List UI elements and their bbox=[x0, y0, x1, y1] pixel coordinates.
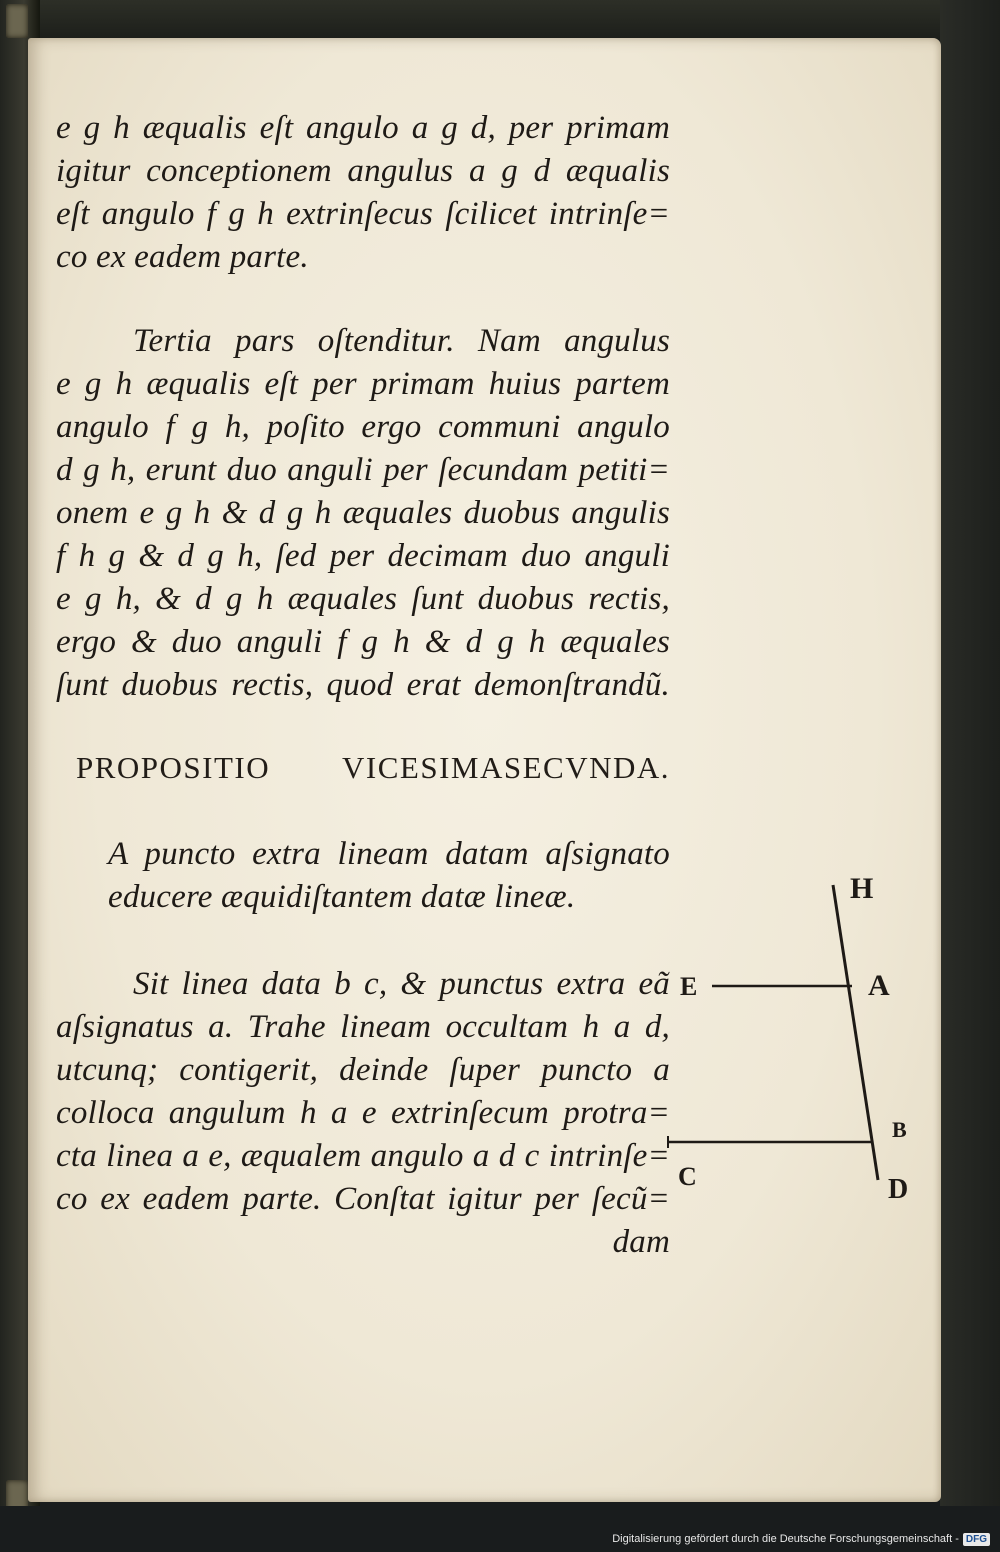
text-line: co ex eadem parte. Conſtat igitur per ſecũ= bbox=[56, 1181, 670, 1217]
diagram-label-d: D bbox=[888, 1174, 909, 1205]
text-line: ſunt duobus rectis, quod erat demonſtrandũ. bbox=[56, 667, 670, 703]
diagram-label-e: E bbox=[680, 972, 698, 1001]
text-line: aſsignatus a. Trahe lineam occultam h a d, bbox=[56, 1009, 670, 1045]
text-line: onem e g h & d g h æquales duobus angulis bbox=[56, 495, 670, 531]
transversal-line-hd bbox=[833, 885, 878, 1180]
text-line: e g h æqualis eſt per primam huius partem bbox=[56, 366, 670, 402]
metal-clasp bbox=[6, 4, 28, 38]
text-line: angulo f g h, poſito ergo communi angulo bbox=[56, 409, 670, 445]
text-line: d g h, erunt duo anguli per ſecundam petiti= bbox=[56, 452, 670, 488]
text-line: co ex eadem parte. bbox=[56, 239, 309, 275]
book-cover-edge bbox=[940, 0, 1000, 1520]
text-line: f h g & d g h, ſed per decimam duo anguli bbox=[56, 538, 670, 574]
book-page bbox=[28, 38, 941, 1502]
credit-text: Digitalisierung gefördert durch die Deutsche Forschungsgemeinschaft - bbox=[612, 1533, 959, 1545]
dfg-logo-icon: DFG bbox=[963, 1533, 990, 1546]
text-line: e g h æqualis eſt angulo a g d, per primam bbox=[56, 110, 670, 146]
text-line: igitur conceptionem angulus a g d æqualis bbox=[56, 153, 670, 189]
text-line: colloca angulum h a e extrinſecum protra= bbox=[56, 1095, 670, 1131]
diagram-label-h: H bbox=[850, 872, 874, 905]
book-cover-top bbox=[0, 0, 1000, 40]
text-line: ergo & duo anguli f g h & d g h æquales bbox=[56, 624, 670, 660]
diagram-label-b: B bbox=[892, 1117, 907, 1142]
geometry-diagram bbox=[640, 840, 940, 1220]
text-line: A puncto extra lineam datam aſsignato bbox=[108, 836, 670, 872]
text-line: e g h, & d g h æquales ſunt duobus rectis, bbox=[56, 581, 670, 617]
catchword: dam bbox=[612, 1224, 670, 1260]
diagram-label-c: C bbox=[678, 1162, 697, 1191]
text-line: utcunq; contigerit, deinde ſuper puncto a bbox=[56, 1052, 670, 1088]
text-line: cta linea a e, æqualem angulo a d c intrinſe= bbox=[56, 1138, 670, 1174]
text-line: eſt angulo f g h extrinſecus ſcilicet intrinſe= bbox=[56, 196, 670, 232]
text-line: educere æquidiſtantem datæ lineæ. bbox=[108, 879, 576, 915]
digitization-credit bbox=[560, 1530, 990, 1548]
proposition-heading: PROPOSITIO VICESIMASECVNDA. bbox=[76, 750, 670, 785]
text-line: Tertia pars oſtenditur. Nam angulus bbox=[133, 323, 670, 359]
text-line: Sit linea data b c, & punctus extra eã bbox=[133, 966, 670, 1002]
diagram-label-a: A bbox=[868, 969, 890, 1002]
